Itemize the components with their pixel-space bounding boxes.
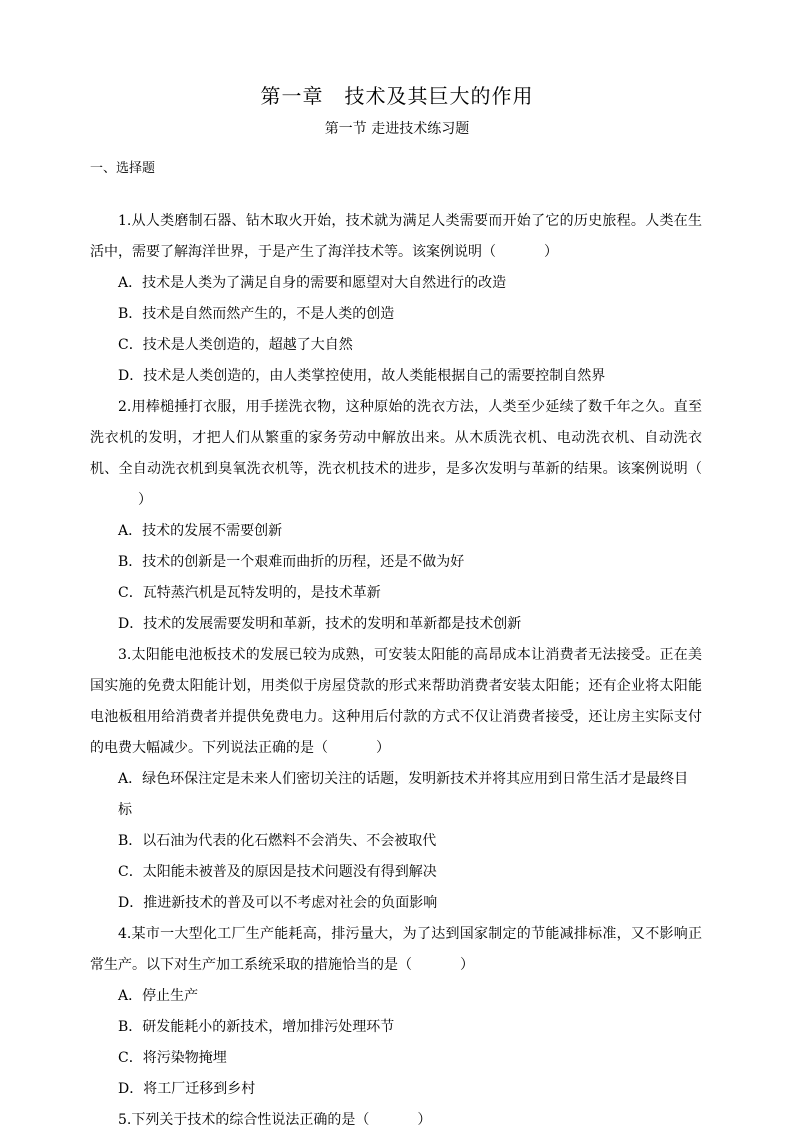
option-b: B．技术的创新是一个艰难而曲折的历程，还是不做为好 bbox=[118, 554, 465, 570]
option-d: D．技术是人类创造的，由人类掌控使用，故人类能根据自己的需要控制自然界 bbox=[118, 368, 606, 384]
option-b: B．技术是自然而然产生的，不是人类的创造 bbox=[118, 306, 395, 322]
option-c: C．太阳能未被普及的原因是技术问题没有得到解决 bbox=[118, 864, 437, 880]
question-3 bbox=[90, 640, 702, 919]
option-c: C．技术是人类创造的，超越了大自然 bbox=[118, 337, 353, 353]
question-stem: 5.下列关于技术的综合性说法正确的是（ ） bbox=[118, 1112, 432, 1128]
option-d: D．推进新技术的普及可以不考虑对社会的负面影响 bbox=[118, 895, 438, 911]
page-subtitle: 第一节 走进技术练习题 bbox=[324, 121, 470, 137]
question-stem: 4.某市一大型化工厂生产能耗高，排污量大，为了达到国家制定的节能减排标准，又不影响正常生产。以下对生产加工系统采取的措施恰当的是（ ） bbox=[90, 926, 702, 973]
question-list bbox=[90, 206, 702, 1136]
question-4 bbox=[90, 919, 702, 1105]
option-c: C．将污染物掩埋 bbox=[118, 1050, 227, 1066]
page-title: 第一章 技术及其巨大的作用 bbox=[260, 84, 534, 108]
option-a: A．停止生产 bbox=[118, 988, 199, 1004]
option-b: B．研发能耗小的新技术，增加排污处理环节 bbox=[118, 1019, 395, 1035]
question-1 bbox=[90, 206, 702, 392]
question-2 bbox=[90, 392, 702, 640]
option-a: A．技术是人类为了满足自身的需要和愿望对大自然进行的改造 bbox=[118, 275, 507, 291]
question-stem: 1.从人类磨制石器、钻木取火开始，技术就为满足人类需要而开始了它的历史旅程。人类在生活中，需要了解海洋世界，于是产生了海洋技术等。该案例说明（ ） bbox=[90, 213, 702, 260]
question-stem: 3.太阳能电池板技术的发展已较为成熟，可安装太阳能的高昂成本让消费者无法接受。正在美国实施的免费太阳能计划，用类似于房屋贷款的形式来帮助消费者安装太阳能；还有企业将太阳能电池板租用给消费者并提供免费电力。这种用后付款的方式不仅让消费者接受，还让房主实际支付的电费大幅减少。下列说法正确的是（ ） bbox=[90, 647, 702, 756]
option-a: A．绿色环保注定是未来人们密切关注的话题，发明新技术并将其应用到日常生活才是最终目标 bbox=[118, 771, 689, 818]
option-a: A．技术的发展不需要创新 bbox=[118, 523, 283, 539]
question-stem: 2.用棒槌捶打衣服，用手搓洗衣物，这种原始的洗衣方法，人类至少延续了数千年之久。直至洗衣机的发明，才把人们从繁重的家务劳动中解放出来。从木质洗衣机、电动洗衣机、自动洗衣机、全自动洗衣机到臭氧洗衣机等，洗衣机技术的进步，是多次发明与革新的结果。该案例说明（） bbox=[90, 399, 702, 508]
section-heading: 一、选择题 bbox=[90, 161, 156, 176]
option-b: B．以石油为代表的化石燃料不会消失、不会被取代 bbox=[118, 833, 437, 849]
option-d: D．技术的发展需要发明和革新，技术的发明和革新都是技术创新 bbox=[118, 616, 522, 632]
question-5 bbox=[90, 1105, 702, 1136]
option-c: C．瓦特蒸汽机是瓦特发明的，是技术革新 bbox=[118, 585, 381, 601]
option-d: D．将工厂迁移到乡村 bbox=[118, 1081, 256, 1097]
